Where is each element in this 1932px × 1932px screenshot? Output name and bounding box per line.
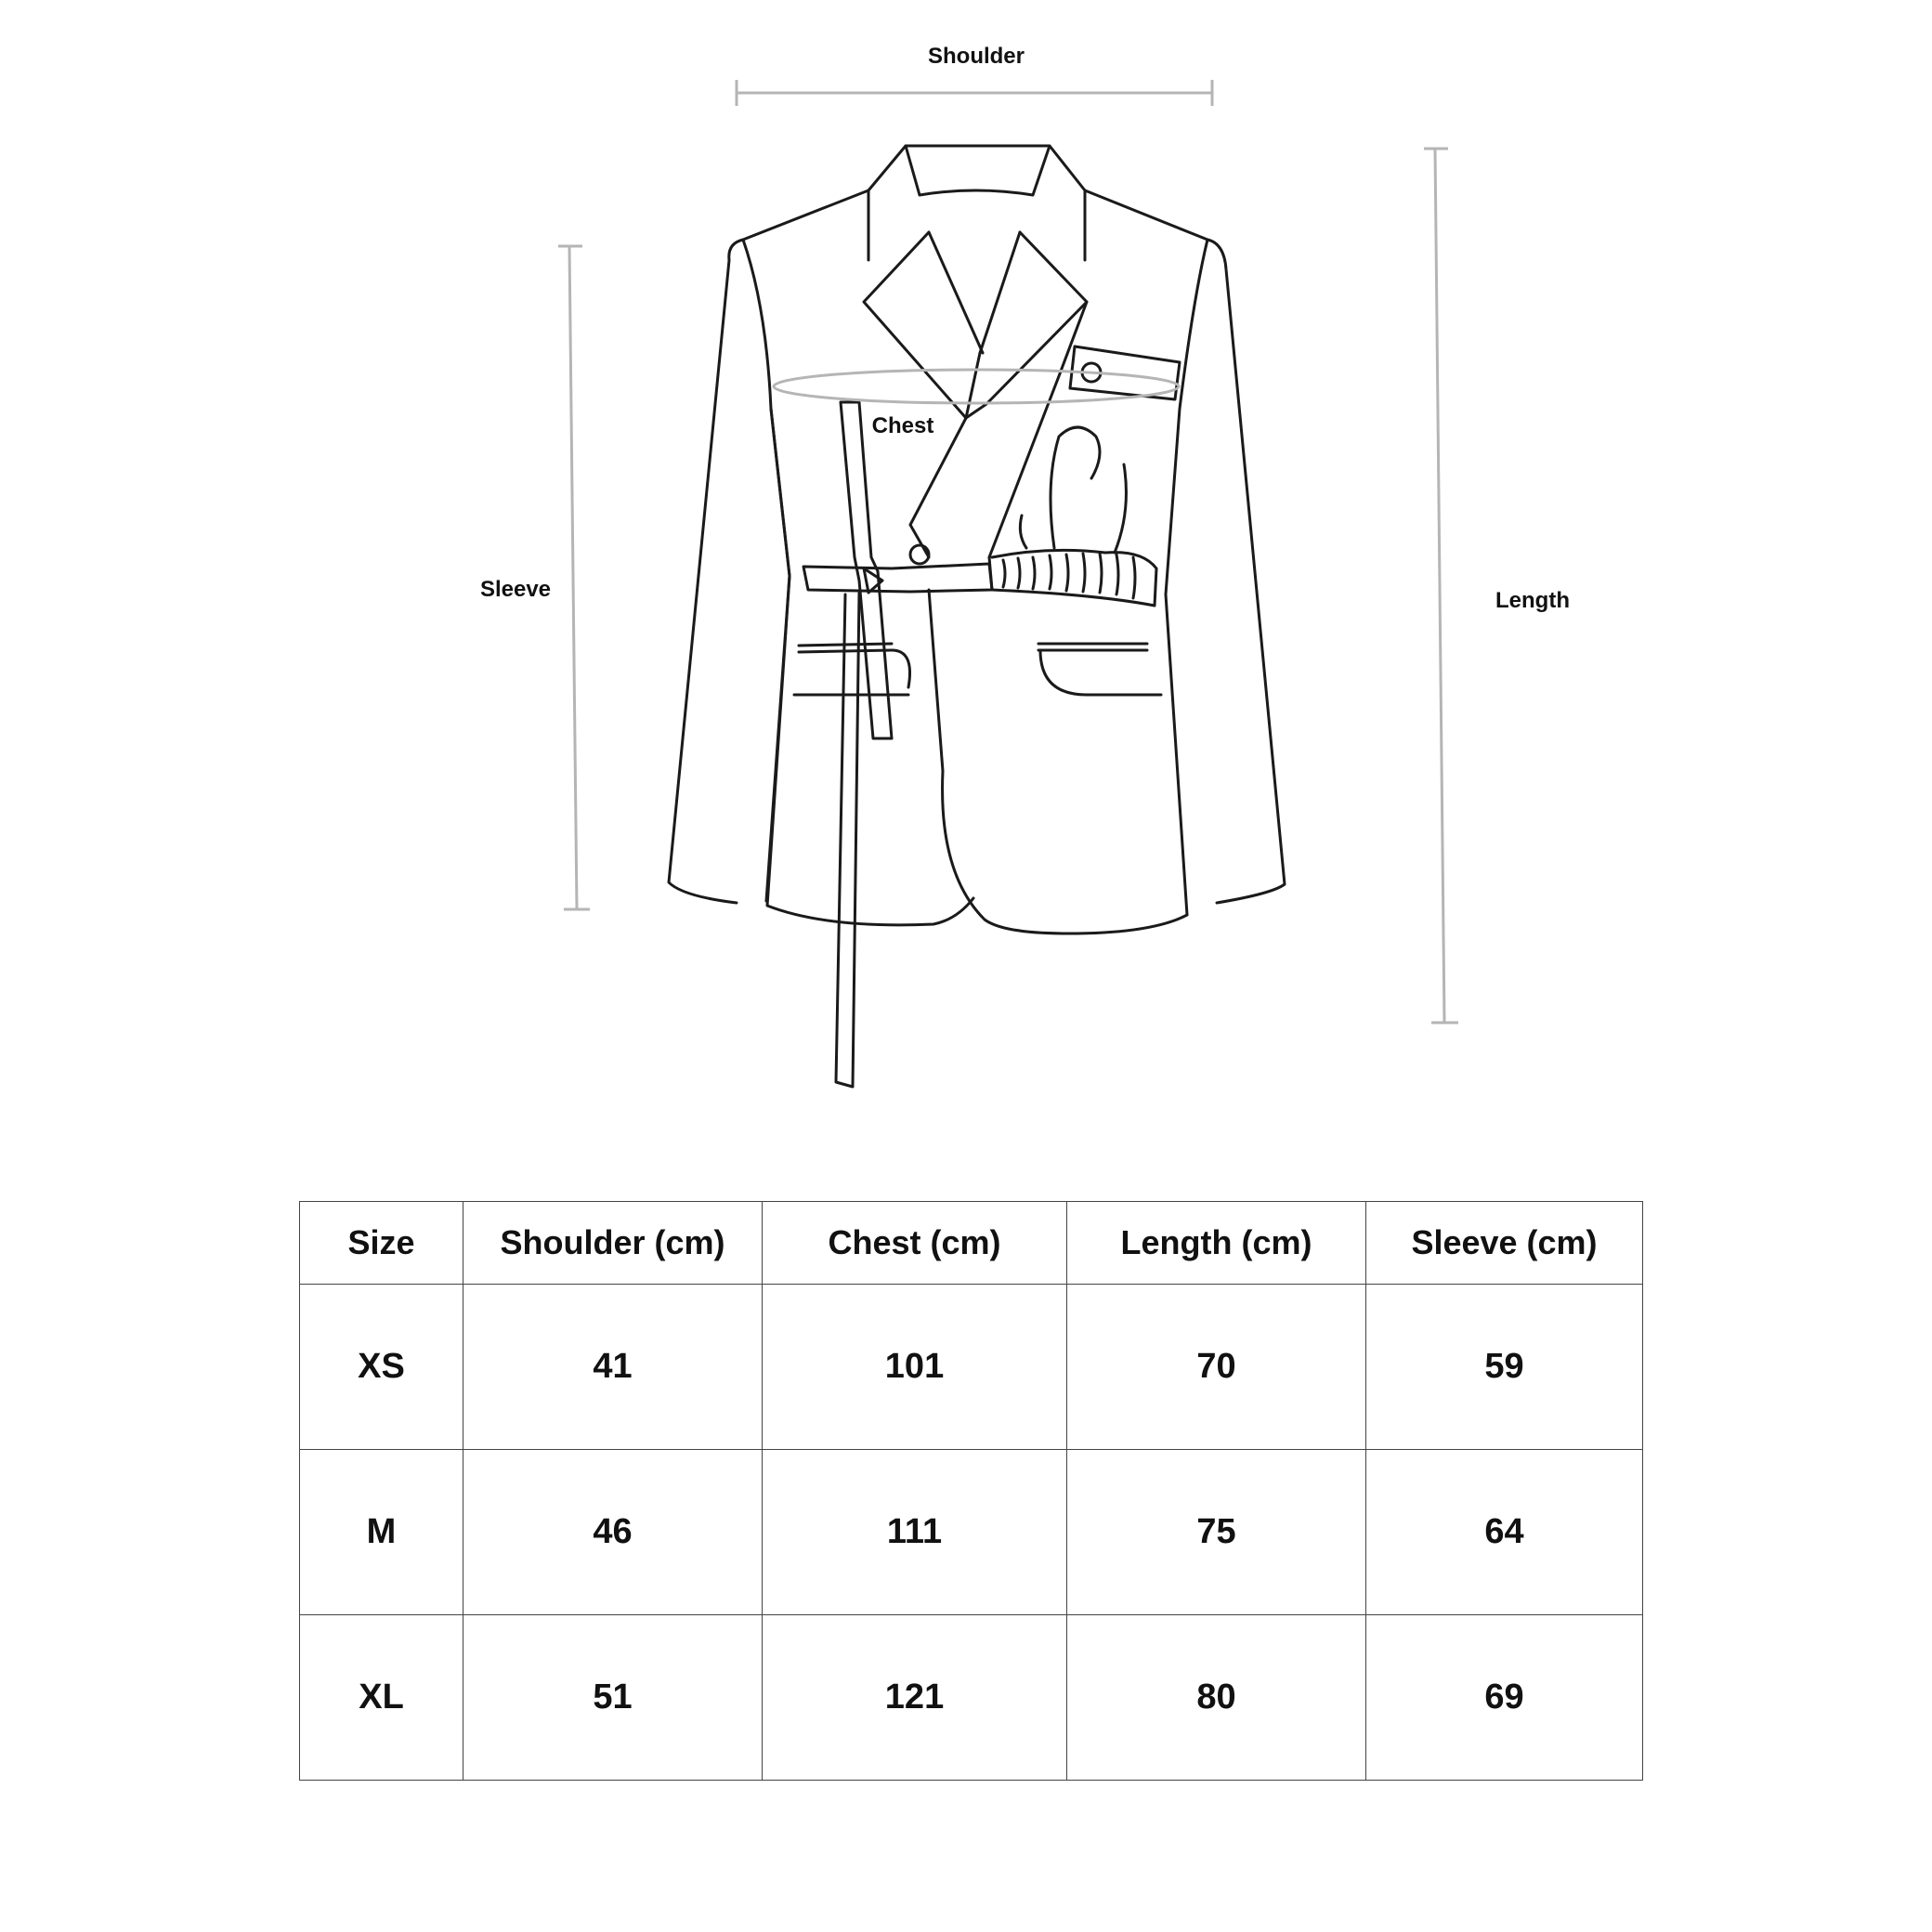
cell-length: 75 <box>1067 1450 1366 1615</box>
cell-sleeve: 69 <box>1366 1615 1643 1781</box>
table-row <box>300 1615 1643 1781</box>
header-shoulder: Shoulder (cm) <box>463 1202 763 1285</box>
table-header-row <box>300 1202 1643 1285</box>
cell-chest: 111 <box>763 1450 1067 1615</box>
cell-sleeve: 64 <box>1366 1450 1643 1615</box>
cell-chest: 101 <box>763 1285 1067 1450</box>
sleeve-measure-line <box>558 246 590 909</box>
shoulder-label: Shoulder <box>927 44 1025 69</box>
cell-length: 80 <box>1067 1615 1366 1781</box>
cell-sleeve: 59 <box>1366 1285 1643 1450</box>
length-label: Length <box>1495 588 1570 613</box>
cell-shoulder: 51 <box>463 1615 763 1781</box>
cell-length: 70 <box>1067 1285 1366 1450</box>
header-size: Size <box>300 1202 463 1285</box>
table-row <box>300 1285 1643 1450</box>
length-measure-line <box>1424 149 1458 1023</box>
cell-size: XL <box>300 1615 463 1781</box>
header-length: Length (cm) <box>1067 1202 1366 1285</box>
sleeve-label: Sleeve <box>479 577 552 602</box>
header-sleeve: Sleeve (cm) <box>1366 1202 1643 1285</box>
jacket-outline-icon <box>669 146 1285 1087</box>
cell-chest: 121 <box>763 1615 1067 1781</box>
size-chart-table <box>299 1201 1643 1781</box>
shoulder-measure-line <box>737 80 1212 106</box>
cell-shoulder: 46 <box>463 1450 763 1615</box>
cell-size: XS <box>300 1285 463 1450</box>
table-row <box>300 1450 1643 1615</box>
chest-label: Chest <box>871 413 934 438</box>
cell-size: M <box>300 1450 463 1615</box>
cell-shoulder: 41 <box>463 1285 763 1450</box>
header-chest: Chest (cm) <box>763 1202 1067 1285</box>
